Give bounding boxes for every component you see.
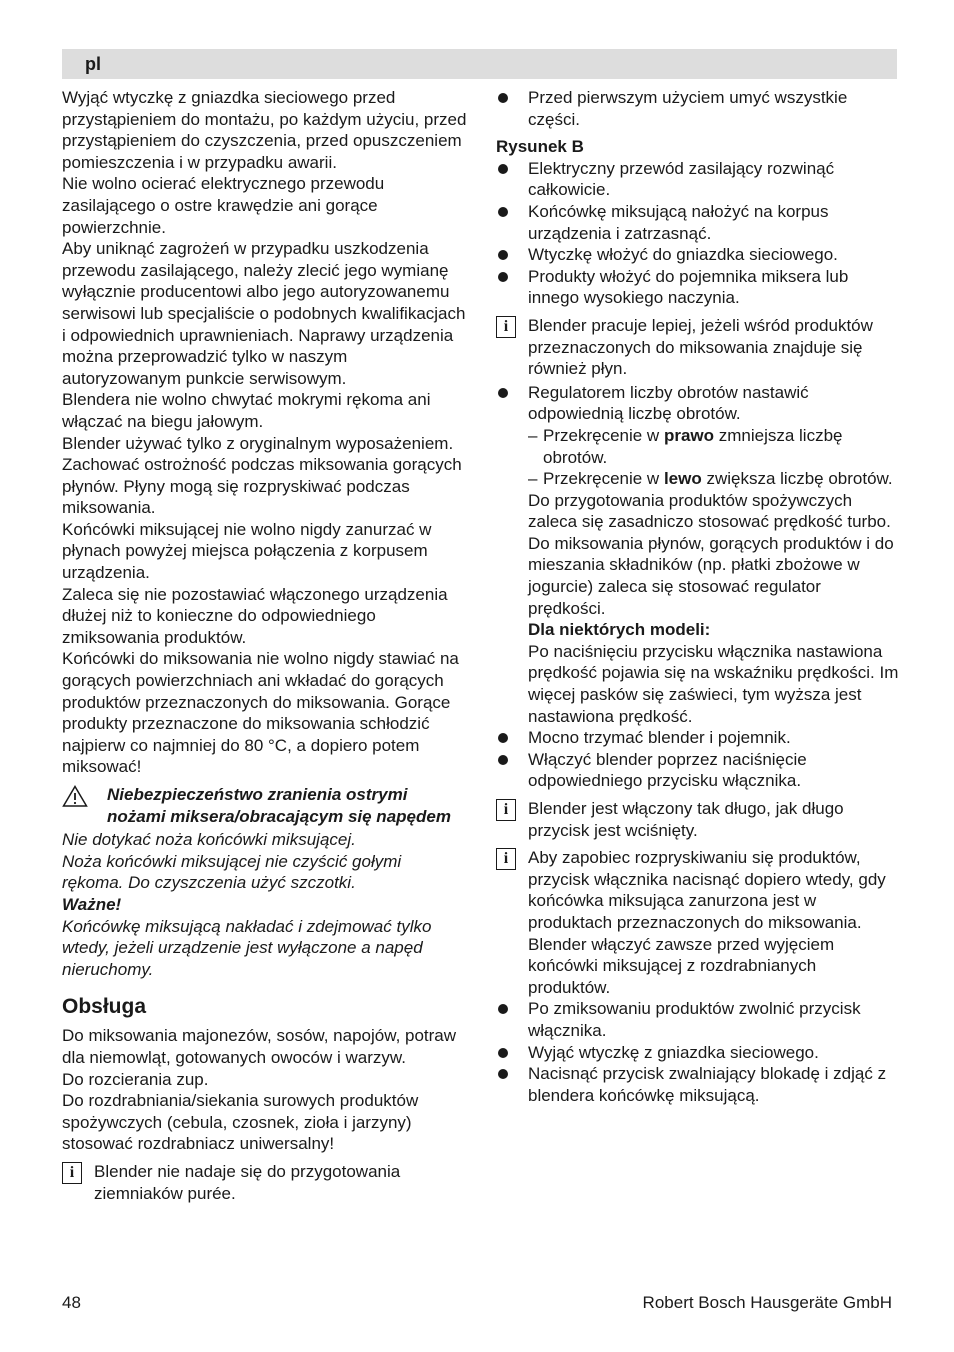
paragraph: Blender używać tylko z oryginalnym wyposażeniem. Zachować ostrożność podczas miksowania gorących płynów. Płyny mogą się rozpryskiwać podczas miksowania. bbox=[62, 433, 462, 518]
list-item bbox=[496, 749, 901, 792]
bullet-dot-icon bbox=[498, 250, 508, 260]
paragraph: Aby uniknąć zagrożeń w przypadku uszkodzenia przewodu zasilającego, należy zlecić jego wymianę wyłącznie producentowi albo jego autoryzowanemu serwisowi lub specjaliście o podobnych kwalifikacjach i odpowiednich uprawnieniach. Naprawy urządzenia można przeprowadzić tylko w naszym autoryzowanym punkcie serwisowym. bbox=[62, 239, 466, 388]
bullet-dot-icon bbox=[498, 388, 508, 398]
list-item bbox=[496, 998, 901, 1041]
bullet-dot-icon bbox=[498, 272, 508, 282]
paragraph: Blendera nie wolno chwytać mokrymi rękoma ani włączać na biegu jałowym. bbox=[62, 390, 431, 431]
list-item-text: Wtyczkę włożyć do gniazdka sieciowego. bbox=[528, 245, 838, 265]
paragraph: Nie wolno ocierać elektrycznego przewodu zasilającego o ostre krawędzie ani gorące powierzchnie. bbox=[62, 174, 385, 237]
list-item-text: Przed pierwszym użyciem umyć wszystkie części. bbox=[528, 88, 848, 129]
list-item bbox=[496, 1042, 901, 1064]
list-item-text: Regulatorem liczby obrotów nastawić odpowiednią liczbę obrotów. bbox=[528, 382, 809, 424]
dash-text: Przekręcenie w bbox=[543, 469, 664, 489]
info-note bbox=[62, 1161, 467, 1204]
list-item bbox=[496, 201, 901, 244]
paragraph: Wyjąć wtyczkę z gniazdka sieciowego przed przystąpieniem do montażu, po każdym użyciu, przed przystąpieniem do czyszczenia, przed opuszczeniem pomieszczenia i w przypadku awarii. bbox=[62, 88, 467, 172]
dash-text: zwiększa liczbę obrotów. bbox=[701, 469, 893, 489]
figure-label: Rysunek B bbox=[496, 137, 584, 157]
paragraph: Zaleca się nie pozostawiać włączonego urządzenia dłużej niż to konieczne do odpowiedniego zmiksowania produktów. bbox=[62, 584, 448, 647]
info-icon: i bbox=[62, 1162, 82, 1184]
list-item bbox=[496, 158, 901, 201]
language-label: pl bbox=[85, 54, 101, 74]
list-item bbox=[496, 382, 901, 425]
info-note bbox=[496, 847, 901, 933]
paragraph: Do miksowania majonezów, sosów, napojów, potraw dla niemowląt, gotowanych owoców i warzyw. bbox=[62, 1026, 457, 1067]
paragraph: Do rozcierania zup. bbox=[62, 1069, 209, 1089]
dash-text: Przekręcenie w bbox=[543, 425, 664, 445]
warning-text: Noża końcówki miksującej nie czyścić gołymi rękoma. Do czyszczenia użyć szczotki. bbox=[62, 851, 402, 893]
models-label: Dla niektórych modeli: bbox=[528, 620, 711, 640]
paragraph: Końcówki miksującej nie wolno nigdy zanurzać w płynach powyżej miejsca połączenia z korpusem urządzenia. bbox=[62, 519, 432, 583]
paragraph: Do przygotowania produktów spożywczych zaleca się zasadniczo stosować prędkość turbo. Do miksowania płynów, gorących produktów i do mieszania składników (np. płatki zbożowe w jogurcie) zaleca się stosować regulator prędkości. bbox=[528, 490, 894, 618]
list-item-text: Nacisnąć przycisk zwalniający blokadę i zdjąć z blendera końcówkę miksującą. bbox=[528, 1064, 887, 1105]
list-item-text: Końcówkę miksującą nałożyć na korpus urządzenia i zatrzasnąć. bbox=[528, 201, 829, 243]
bullet-dot-icon bbox=[498, 1004, 508, 1014]
paragraph: Po naciśnięciu przycisku włącznika nastawiona prędkość pojawia się na wskaźniku prędkości. Im więcej pasków się zaświeci, tym wyższa jest nastawiona prędkość. bbox=[528, 641, 899, 726]
company-name: Robert Bosch Hausgeräte GmbH bbox=[642, 1293, 892, 1312]
list-item-text: Elektryczny przewód zasilający rozwinąć całkowicie. bbox=[528, 158, 835, 200]
list-item-text: Włączyć blender poprzez naciśnięcie odpowiedniego przycisku włącznika. bbox=[528, 749, 807, 791]
bullet-dot-icon bbox=[498, 1048, 508, 1058]
list-item bbox=[496, 244, 901, 266]
list-item-text: Po zmiksowaniu produktów zwolnić przycisk włącznika. bbox=[528, 999, 861, 1040]
warning-triangle-icon bbox=[62, 785, 88, 807]
list-item-text: Mocno trzymać blender i pojemnik. bbox=[528, 728, 791, 748]
important-label: Ważne! bbox=[62, 894, 122, 914]
list-item-text: Wyjąć wtyczkę z gniazdka sieciowego. bbox=[528, 1042, 819, 1062]
info-icon: i bbox=[496, 799, 516, 821]
bullet-dot-icon bbox=[498, 207, 508, 217]
dash-item bbox=[496, 425, 901, 468]
dash-bold: prawo bbox=[663, 425, 714, 445]
list-item bbox=[496, 1063, 901, 1106]
paragraph: Do rozdrabniania/siekania surowych produktów spożywczych (cebula, czosnek, zioła i jarzyny) stosować rozdrabniacz uniwersalny! bbox=[62, 1091, 419, 1154]
page-number: 48 bbox=[62, 1293, 81, 1312]
list-item bbox=[496, 727, 901, 749]
info-icon: i bbox=[496, 848, 516, 870]
info-text: Blender pracuje lepiej, jeżeli wśród produktów przeznaczonych do miksowania znajduje się również płyn. bbox=[528, 315, 873, 379]
list-item-text: Produkty włożyć do pojemnika miksera lub innego wysokiego naczynia. bbox=[528, 266, 849, 308]
bullet-dot-icon bbox=[498, 93, 508, 103]
dash-text: zmniejsza liczbę obrotów. bbox=[543, 425, 843, 467]
important-text: Końcówkę miksującą nakładać i zdejmować tylko wtedy, jeżeli urządzenie jest wyłączone a napęd nieruchomy. bbox=[62, 916, 432, 979]
info-note bbox=[496, 798, 901, 841]
dash-marker: – bbox=[528, 425, 538, 445]
list-item bbox=[496, 266, 901, 309]
list-item bbox=[496, 87, 901, 130]
right-column bbox=[496, 87, 901, 1106]
bullet-dot-icon bbox=[498, 755, 508, 765]
paragraph: Blender włączyć zawsze przed wyjęciem końcówki miksującej z rozdrabnianych produktów. bbox=[528, 934, 835, 997]
bullet-dot-icon bbox=[498, 733, 508, 743]
info-text: Aby zapobiec rozpryskiwaniu się produktów, przycisk włącznika nacisnąć dopiero wtedy, gdy końcówka miksująca zanurzona jest w produktach przeznaczonych do miksowania. bbox=[528, 848, 886, 932]
paragraph: Końcówki do miksowania nie wolno nigdy stawiać na gorących powierzchniach ani wkładać do gorących produktów przeznaczonych do miksowania. Gorące produkty przeznaczone do miksowania schłodzić najpierw co najmniej do 80 °C, a dopiero potem miksować! bbox=[62, 649, 459, 777]
info-note bbox=[496, 315, 901, 380]
warning-block bbox=[62, 784, 467, 827]
dash-item bbox=[496, 468, 901, 490]
bullet-dot-icon bbox=[498, 164, 508, 174]
warning-text: Nie dotykać noża końcówki miksującej. bbox=[62, 830, 356, 850]
left-column bbox=[62, 87, 467, 1204]
info-text: Blender nie nadaje się do przygotowania ziemniaków purée. bbox=[94, 1161, 401, 1203]
info-icon: i bbox=[496, 316, 516, 338]
info-text: Blender jest włączony tak długo, jak długo przycisk jest wciśnięty. bbox=[528, 799, 844, 840]
language-header-bar bbox=[62, 49, 897, 79]
section-title: Obsługa bbox=[62, 995, 147, 1019]
dash-marker: – bbox=[528, 469, 538, 489]
dash-bold: lewo bbox=[663, 469, 702, 489]
warning-title: Niebezpieczeństwo zranienia ostrymi nożami miksera/obracającym się napędem bbox=[107, 785, 451, 826]
bullet-dot-icon bbox=[498, 1069, 508, 1079]
